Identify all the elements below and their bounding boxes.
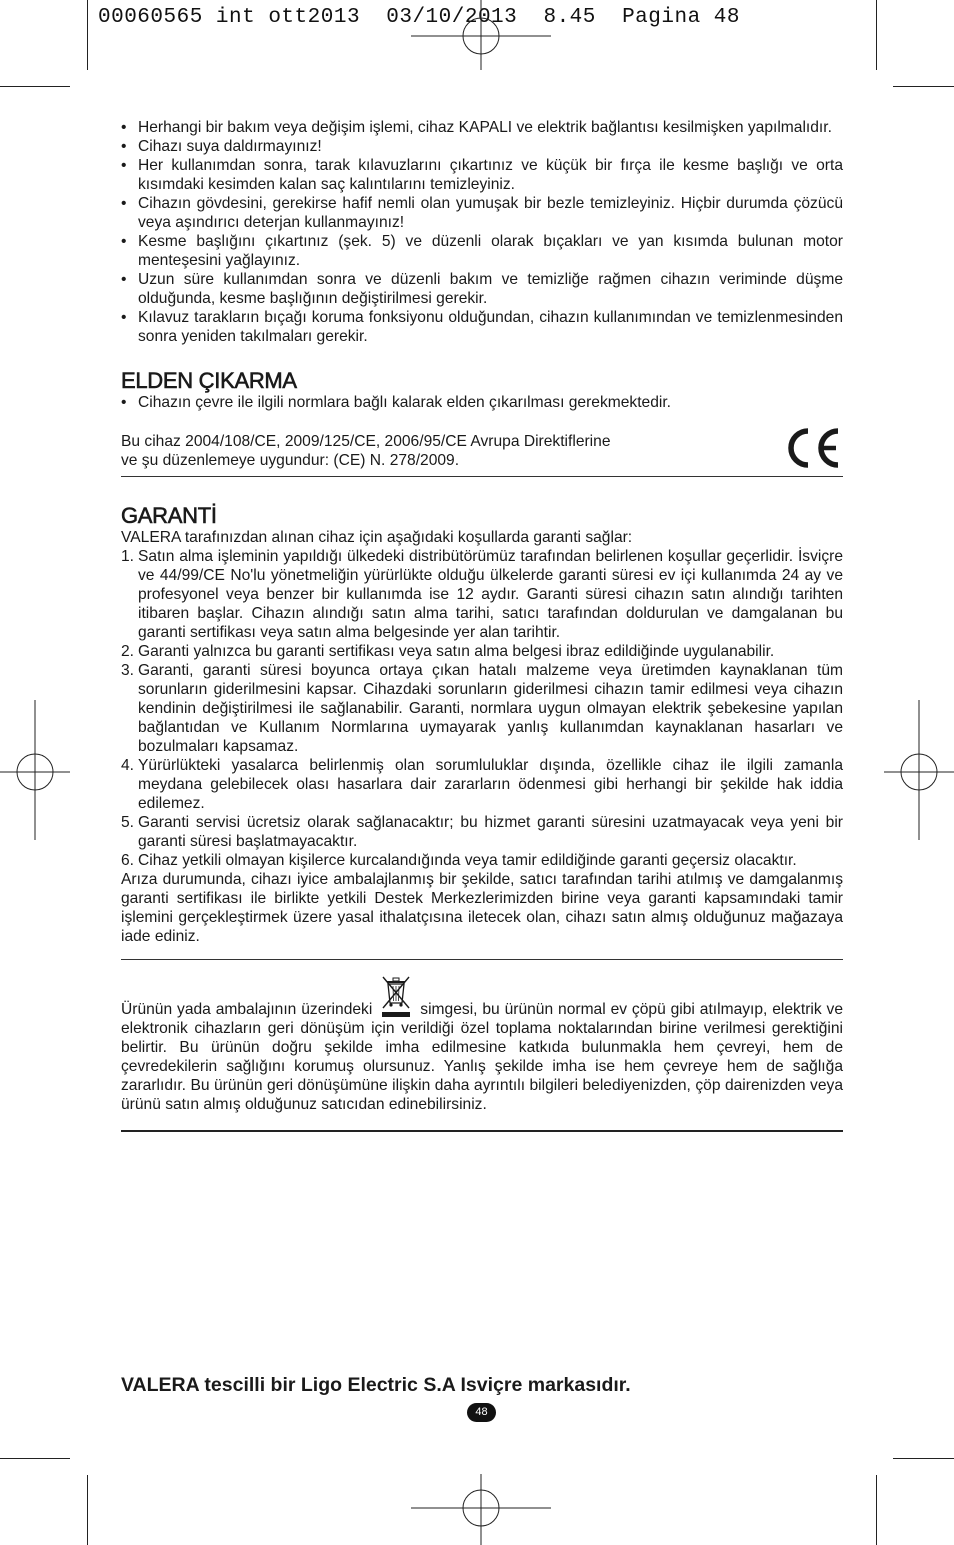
divider xyxy=(121,1130,843,1132)
list-item xyxy=(121,547,843,642)
item-text: Garanti yalnızca bu garanti sertifikası veya satın alma belgesi ibraz edildiğinde uygulanabilir. xyxy=(138,643,775,660)
disposal-heading: ELDEN ÇIKARMA xyxy=(121,368,297,393)
item-number: 2. xyxy=(121,643,135,660)
item-number: 5. xyxy=(121,814,135,831)
ce-mark-icon xyxy=(783,425,843,471)
directive-block xyxy=(121,432,843,470)
list-item xyxy=(121,756,843,813)
item-text: Yürürlükteki yasalarca belirlenmiş olan sorumluluklar dışında, özellikle cihaz ile ilgili zamanla meydana gelebilecek olası hasarlara dair zararların ödenmesi gibi herhangi bir şekilde hak iddia edilemez. xyxy=(138,757,843,812)
page-number-badge: 48 xyxy=(467,1403,496,1422)
list-item: • Herhangi bir bakım veya değişim işlemi, cihaz KAPALI ve elektrik bağlantısı kesilmişken yapılmalıdır. xyxy=(121,118,843,137)
item-number: 1. xyxy=(121,548,135,565)
item-text: Garanti, garanti süresi boyunca ortaya çıkan hatalı malzeme veya üretimden kaynaklanan tüm sorunların giderilmesini kapsar. Cihazdaki sorunların giderilmesi cihazın tamir edilmesi veya cihazın kendinin değiştirilmesi ile sağlanabilir. Garanti, normlara uygun olmayan elektrik şebekesine yapılan bağlantıdan ve Kullanım Normlarına uymayarak yanlış kullanımdan kaynaklanan hasarları ve bozulmaları kapsamaz. xyxy=(138,662,843,755)
weee-text-before: Ürünün yada ambalajının üzerindeki xyxy=(121,1001,373,1018)
warranty-intro: VALERA tarafınızdan alınan cihaz için aşağıdaki koşullarda garanti sağlar: xyxy=(121,529,633,546)
list-item: • Kesme başlığını çıkartınız (şek. 5) ve düzenli olarak bıçakları ve yan kısımda bulunan motor menteşesini yağlayınız. xyxy=(121,232,843,270)
directive-text xyxy=(121,432,843,470)
brand-statement: VALERA tescilli bir Ligo Electric S.A Isviçre markasıdır. xyxy=(121,1374,631,1396)
directive-line-1: Bu cihaz 2004/108/CE, 2009/125/CE, 2006/95/CE Avrupa Direktiflerine xyxy=(121,433,611,450)
list-item: • Cihazı suya daldırmayınız! xyxy=(121,137,843,156)
warranty-heading: GARANTİ xyxy=(121,503,217,528)
crossed-bin-icon xyxy=(378,974,414,1018)
print-slug: 00060565 int ott2013 03/10/2013 8.45 Pagina 48 xyxy=(98,6,741,29)
list-item xyxy=(121,813,843,851)
list-item: • Her kullanımdan sonra, tarak kılavuzlarını çıkartınız ve küçük bir fırça ile kesme başlığı ve orta kısımdaki kesimden kalan saç kalıntılarını temizleyiniz. xyxy=(121,156,843,194)
item-number: 6. xyxy=(121,852,135,869)
warranty-closing: Arıza durumunda, cihazı iyice ambalajlanmış bir şekilde, satıcı tarafından tarihi atılmış ve damgalanmış garanti sertifikası ile birlikte yetkili Destek Merkezlerimizden birine veya garanti kapsamındaki tamir işlemini gerçekleştirmek üzere yasal ithalatçısına iletecek olan, cihazı satın almış olduğunuz mağazaya iade ediniz. xyxy=(121,871,843,945)
registration-mark-bottom xyxy=(411,1474,553,1545)
item-number: 4. xyxy=(121,757,135,774)
registration-mark-top xyxy=(411,0,553,72)
maintenance-list xyxy=(121,118,843,346)
list-item: • Uzun süre kullanımdan sonra ve düzenli bakım ve temizliğe rağmen cihazın veriminde düşme olduğunda, kesme başlığının değiştirilmesi gerekir. xyxy=(121,270,843,308)
list-item: • Cihazın gövdesini, gerekirse hafif nemli olan yumuşak bir bezle temizleyiniz. Hiçbir durumda çözücü veya aşındırıcı deterjan kullanmayınız! xyxy=(121,194,843,232)
registration-mark-right xyxy=(882,700,954,842)
item-text: Garanti servisi ücretsiz olarak sağlanacaktır; bu hizmet garanti süresini uzatmayacak veya yeni bir garanti süresi başlatmayacaktır. xyxy=(138,814,843,850)
page-content xyxy=(121,118,843,1132)
weee-text-after: simgesi, bu ürünün normal ev çöpü gibi atılmayıp, elektrik ve elektronik cihazların geri dönüşüm için verildiği özel toplama noktalarından birine verilmesi gerektiğini belirtir. Bu ürünün doğru şekilde imha edilmesine katkıda bulunmakla hem çevreyi, hem de çevredekilerin sağlığını korumuş olursunuz. Yanlış şekilde imha ise hem çevreye hem de sağlığa zararlıdır. Bu ürünün geri dönüşümüne ilişkin daha ayrıntılı bilgileri belediyenizden, çöp dairenizden veya ürünü satın almış olduğunuz satıcıdan edinebilirsiniz. xyxy=(121,1001,843,1113)
list-item: • Kılavuz tarakların bıçağı koruma fonksiyonu olduğundan, cihazın kullanımından ve temizlenmesinden sonra yeniden takılmaları gerekir. xyxy=(121,308,843,346)
item-text: Satın alma işleminin yapıldığı ülkedeki distribütörümüz tarafından belirlenen koşullar geçerlidir. İsviçre ve 44/99/CE No'lu yönetmeliğin yürürlükte olduğu ülkelerde garanti süresi ev içi kullanımda 24 ay ve profesyonel veya benzer bir kullanımda ise 12 aydır. Garanti süresi cihazın satın alındığı tarihten itibaren başlar. Cihazın alındığı satın alma tarihi, satıcı tarafından doldurulan ve damgalanan bu garanti sertifikası veya satın alma belgesinde yer alan tarihtir. xyxy=(138,548,843,641)
item-number: 3. xyxy=(121,662,135,679)
list-item xyxy=(121,661,843,756)
disposal-list xyxy=(121,393,843,412)
weee-paragraph xyxy=(121,974,843,1114)
registration-mark-left xyxy=(0,700,72,842)
list-item: • Cihazın çevre ile ilgili normlara bağlı kalarak elden çıkarılması gerekmektedir. xyxy=(121,393,843,412)
list-item xyxy=(121,851,843,870)
divider xyxy=(121,959,843,960)
list-item xyxy=(121,642,843,661)
item-text: Cihaz yetkili olmayan kişilerce kurcalandığında veya tamir edildiğinde garanti geçersiz olacaktır. xyxy=(138,852,797,869)
warranty-list xyxy=(121,547,843,870)
divider xyxy=(121,476,843,477)
directive-line-2: ve şu düzenlemeye uygundur: (CE) N. 278/2009. xyxy=(121,452,460,469)
